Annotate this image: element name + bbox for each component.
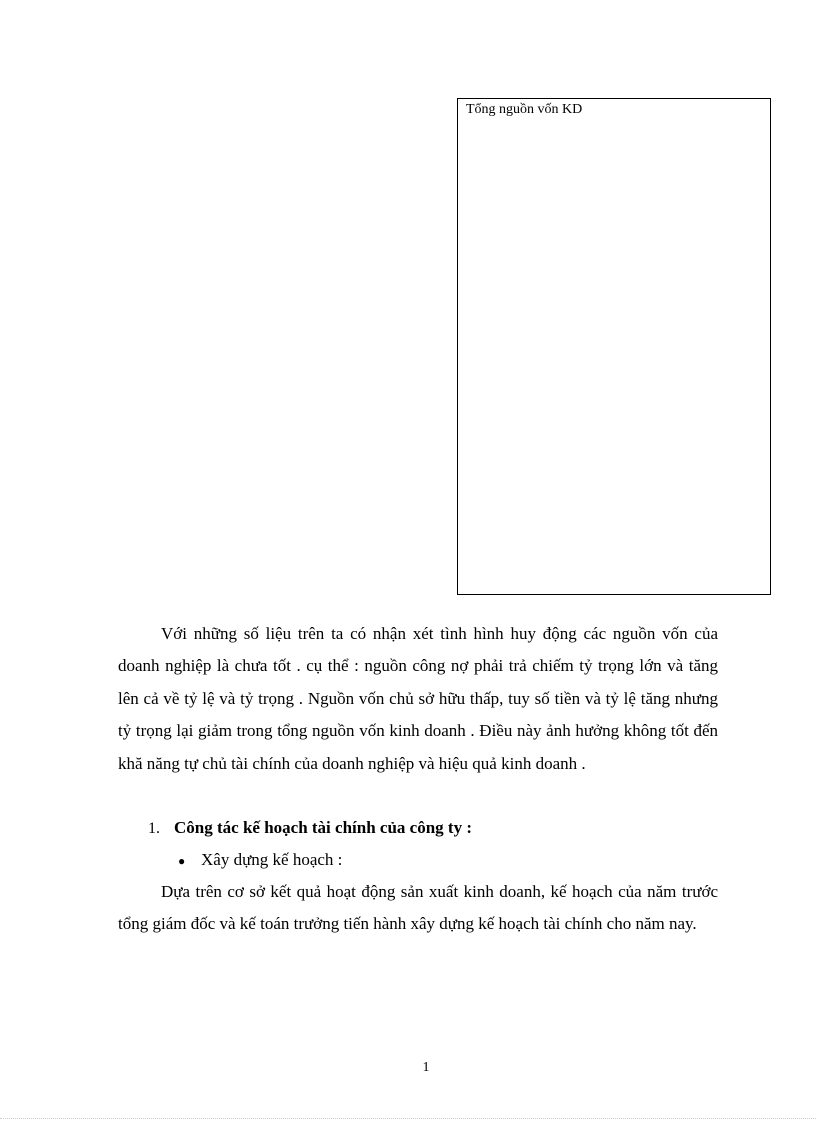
figure-box — [457, 98, 771, 595]
section-heading — [148, 812, 472, 845]
page-bottom-divider — [0, 1118, 816, 1119]
section-heading-text: Công tác kế hoạch tài chính của công ty : — [174, 818, 472, 837]
analysis-paragraph: Với những số liệu trên ta có nhận xét tình hình huy động các nguồn vốn của doanh nghiệp là chưa tốt . cụ thể : nguồn công nợ phải trả chiếm tỷ trọng lớn và tăng lên cả về tỷ lệ và tỷ trọng . Nguồn vốn chủ sở hữu thấp, tuy số tiền và tỷ lệ tăng nhưng tỷ trọng lại giảm trong tổng nguồn vốn kinh doanh . Điều này ảnh hưởng không tốt đến khă năng tự chủ tài chính của doanh nghiệp và hiệu quả kinh doanh . — [118, 624, 718, 773]
page-number: 1 — [422, 1060, 430, 1075]
figure-box-label: Tổng nguồn vốn KD — [466, 102, 583, 117]
planning-paragraph: Dựa trên cơ sở kết quả hoạt động sản xuất kinh doanh, kế hoạch của năm trước tổng giám đốc và kế toán trưởng tiến hành xây dựng kế hoạch tài chính cho năm nay. — [118, 882, 718, 934]
section-number: 1. — [148, 820, 160, 837]
bullet-item — [178, 844, 342, 877]
bullet-icon: ● — [178, 854, 186, 869]
bullet-item-text: Xây dựng kế hoạch : — [201, 850, 343, 869]
